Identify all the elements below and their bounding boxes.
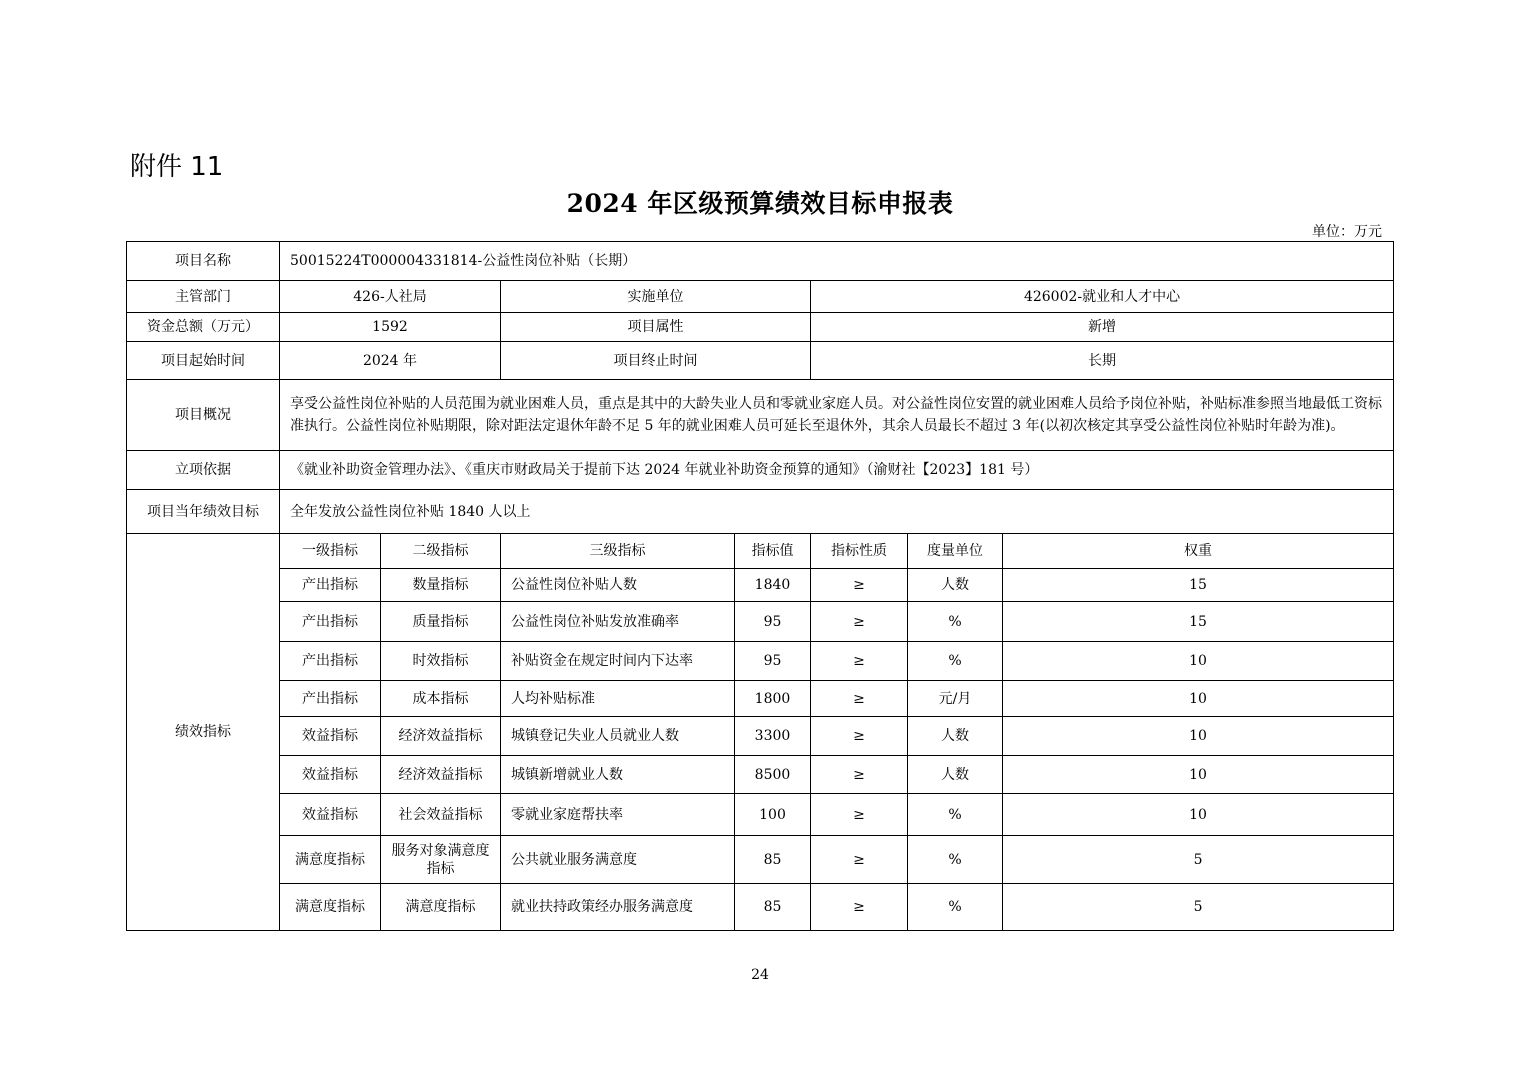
header-cell: 权重 — [1003, 534, 1394, 569]
value-cell: 100 — [735, 794, 811, 836]
unit-cell: 人数 — [908, 569, 1003, 602]
level1-cell: 满意度指标 — [280, 836, 381, 884]
page-title: 2024 年区级预算绩效目标申报表 — [566, 189, 954, 218]
value-cell: 8500 — [735, 756, 811, 794]
row-basis — [127, 451, 1394, 490]
unit-cell: % — [908, 884, 1003, 931]
nature-cell: ≥ — [811, 569, 908, 602]
weight-cell: 10 — [1003, 794, 1394, 836]
value-cell: 85 — [735, 884, 811, 931]
indicator-row — [127, 836, 1394, 884]
level3-cell: 城镇登记失业人员就业人数 — [501, 717, 735, 756]
impl-value: 426002-就业和人才中心 — [811, 281, 1394, 313]
value-cell: 1840 — [735, 569, 811, 602]
level2-cell: 社会效益指标 — [381, 794, 501, 836]
level3-cell: 公共就业服务满意度 — [501, 836, 735, 884]
unit-cell: 人数 — [908, 756, 1003, 794]
unit-cell: % — [908, 794, 1003, 836]
unit-cell: % — [908, 642, 1003, 681]
unit-cell: 元/月 — [908, 681, 1003, 717]
row-department — [127, 281, 1394, 313]
indicator-header-row — [127, 534, 1394, 569]
level2-cell: 数量指标 — [381, 569, 501, 602]
level1-cell: 产出指标 — [280, 602, 381, 642]
level2-cell: 经济效益指标 — [381, 717, 501, 756]
indicator-row — [127, 756, 1394, 794]
row-overview — [127, 380, 1394, 451]
weight-cell: 10 — [1003, 756, 1394, 794]
page-number: 24 — [751, 967, 769, 983]
weight-cell: 5 — [1003, 836, 1394, 884]
level1-cell: 满意度指标 — [280, 884, 381, 931]
end-label: 项目终止时间 — [501, 342, 811, 380]
indicator-row — [127, 884, 1394, 931]
weight-cell: 15 — [1003, 602, 1394, 642]
header-cell: 指标值 — [735, 534, 811, 569]
project-name-value: 50015224T000004331814-公益性岗位补贴（长期） — [280, 242, 1394, 281]
header-cell: 指标性质 — [811, 534, 908, 569]
value-cell: 95 — [735, 602, 811, 642]
level1-cell: 产出指标 — [280, 569, 381, 602]
unit-cell: % — [908, 836, 1003, 884]
indicator-row — [127, 602, 1394, 642]
level3-cell: 公益性岗位补贴人数 — [501, 569, 735, 602]
indicator-row — [127, 681, 1394, 717]
basis-label: 立项依据 — [127, 451, 280, 490]
level1-cell: 产出指标 — [280, 642, 381, 681]
end-value: 长期 — [811, 342, 1394, 380]
indicator-row — [127, 569, 1394, 602]
header-cell: 度量单位 — [908, 534, 1003, 569]
level3-cell: 零就业家庭帮扶率 — [501, 794, 735, 836]
level2-cell: 服务对象满意度指标 — [381, 836, 501, 884]
weight-cell: 10 — [1003, 717, 1394, 756]
row-goal — [127, 490, 1394, 534]
nature-cell: ≥ — [811, 602, 908, 642]
row-project-name — [127, 242, 1394, 281]
level3-cell: 人均补贴标准 — [501, 681, 735, 717]
nature-cell: ≥ — [811, 794, 908, 836]
dept-value: 426-人社局 — [280, 281, 501, 313]
level2-cell: 质量指标 — [381, 602, 501, 642]
level1-cell: 产出指标 — [280, 681, 381, 717]
level3-cell: 补贴资金在规定时间内下达率 — [501, 642, 735, 681]
dept-label: 主管部门 — [127, 281, 280, 313]
value-cell: 95 — [735, 642, 811, 681]
weight-cell: 15 — [1003, 569, 1394, 602]
level1-cell: 效益指标 — [280, 717, 381, 756]
value-cell: 3300 — [735, 717, 811, 756]
funds-value: 1592 — [280, 313, 501, 342]
level2-cell: 时效指标 — [381, 642, 501, 681]
impl-label: 实施单位 — [501, 281, 811, 313]
unit-label: 单位：万元 — [1312, 224, 1382, 240]
indicator-row — [127, 794, 1394, 836]
nature-cell: ≥ — [811, 681, 908, 717]
row-funds — [127, 313, 1394, 342]
level1-cell: 效益指标 — [280, 756, 381, 794]
goal-label: 项目当年绩效目标 — [127, 490, 280, 534]
project-name-label: 项目名称 — [127, 242, 280, 281]
unit-cell: % — [908, 602, 1003, 642]
nature-cell: ≥ — [811, 642, 908, 681]
start-label: 项目起始时间 — [127, 342, 280, 380]
budget-table — [126, 241, 1394, 931]
value-cell: 1800 — [735, 681, 811, 717]
level3-cell: 就业扶持政策经办服务满意度 — [501, 884, 735, 931]
funds-label: 资金总额（万元） — [127, 313, 280, 342]
unit-cell: 人数 — [908, 717, 1003, 756]
nature-cell: ≥ — [811, 756, 908, 794]
start-value: 2024 年 — [280, 342, 501, 380]
basis-text: 《就业补助资金管理办法》、《重庆市财政局关于提前下达 2024 年就业补助资金预算的通知》（渝财社【2023】181 号） — [280, 451, 1394, 490]
level2-cell: 满意度指标 — [381, 884, 501, 931]
value-cell: 85 — [735, 836, 811, 884]
level2-cell: 成本指标 — [381, 681, 501, 717]
header-cell: 一级指标 — [280, 534, 381, 569]
weight-cell: 10 — [1003, 642, 1394, 681]
overview-text: 享受公益性岗位补贴的人员范围为就业困难人员，重点是其中的大龄失业人员和零就业家庭人员。对公益性岗位安置的就业困难人员给予岗位补贴，补贴标准参照当地最低工资标准执行。公益性岗位补贴期限，除对距法定退休年龄不足 5 年的就业困难人员可延长至退休外，其余人员最长不超过 3 年(以初次核定其享受公益性岗位补贴时年龄为准)。 — [280, 380, 1394, 451]
indicators-label: 绩效指标 — [127, 534, 280, 931]
attr-value: 新增 — [811, 313, 1394, 342]
attr-label: 项目属性 — [501, 313, 811, 342]
level3-cell: 公益性岗位补贴发放准确率 — [501, 602, 735, 642]
weight-cell: 10 — [1003, 681, 1394, 717]
goal-text: 全年发放公益性岗位补贴 1840 人以上 — [280, 490, 1394, 534]
level3-cell: 城镇新增就业人数 — [501, 756, 735, 794]
attachment-label: 附件 11 — [130, 152, 224, 182]
indicator-row — [127, 642, 1394, 681]
nature-cell: ≥ — [811, 884, 908, 931]
level1-cell: 效益指标 — [280, 794, 381, 836]
indicator-row — [127, 717, 1394, 756]
nature-cell: ≥ — [811, 717, 908, 756]
header-cell: 二级指标 — [381, 534, 501, 569]
header-cell: 三级指标 — [501, 534, 735, 569]
nature-cell: ≥ — [811, 836, 908, 884]
row-dates — [127, 342, 1394, 380]
level2-cell: 经济效益指标 — [381, 756, 501, 794]
overview-label: 项目概况 — [127, 380, 280, 451]
weight-cell: 5 — [1003, 884, 1394, 931]
